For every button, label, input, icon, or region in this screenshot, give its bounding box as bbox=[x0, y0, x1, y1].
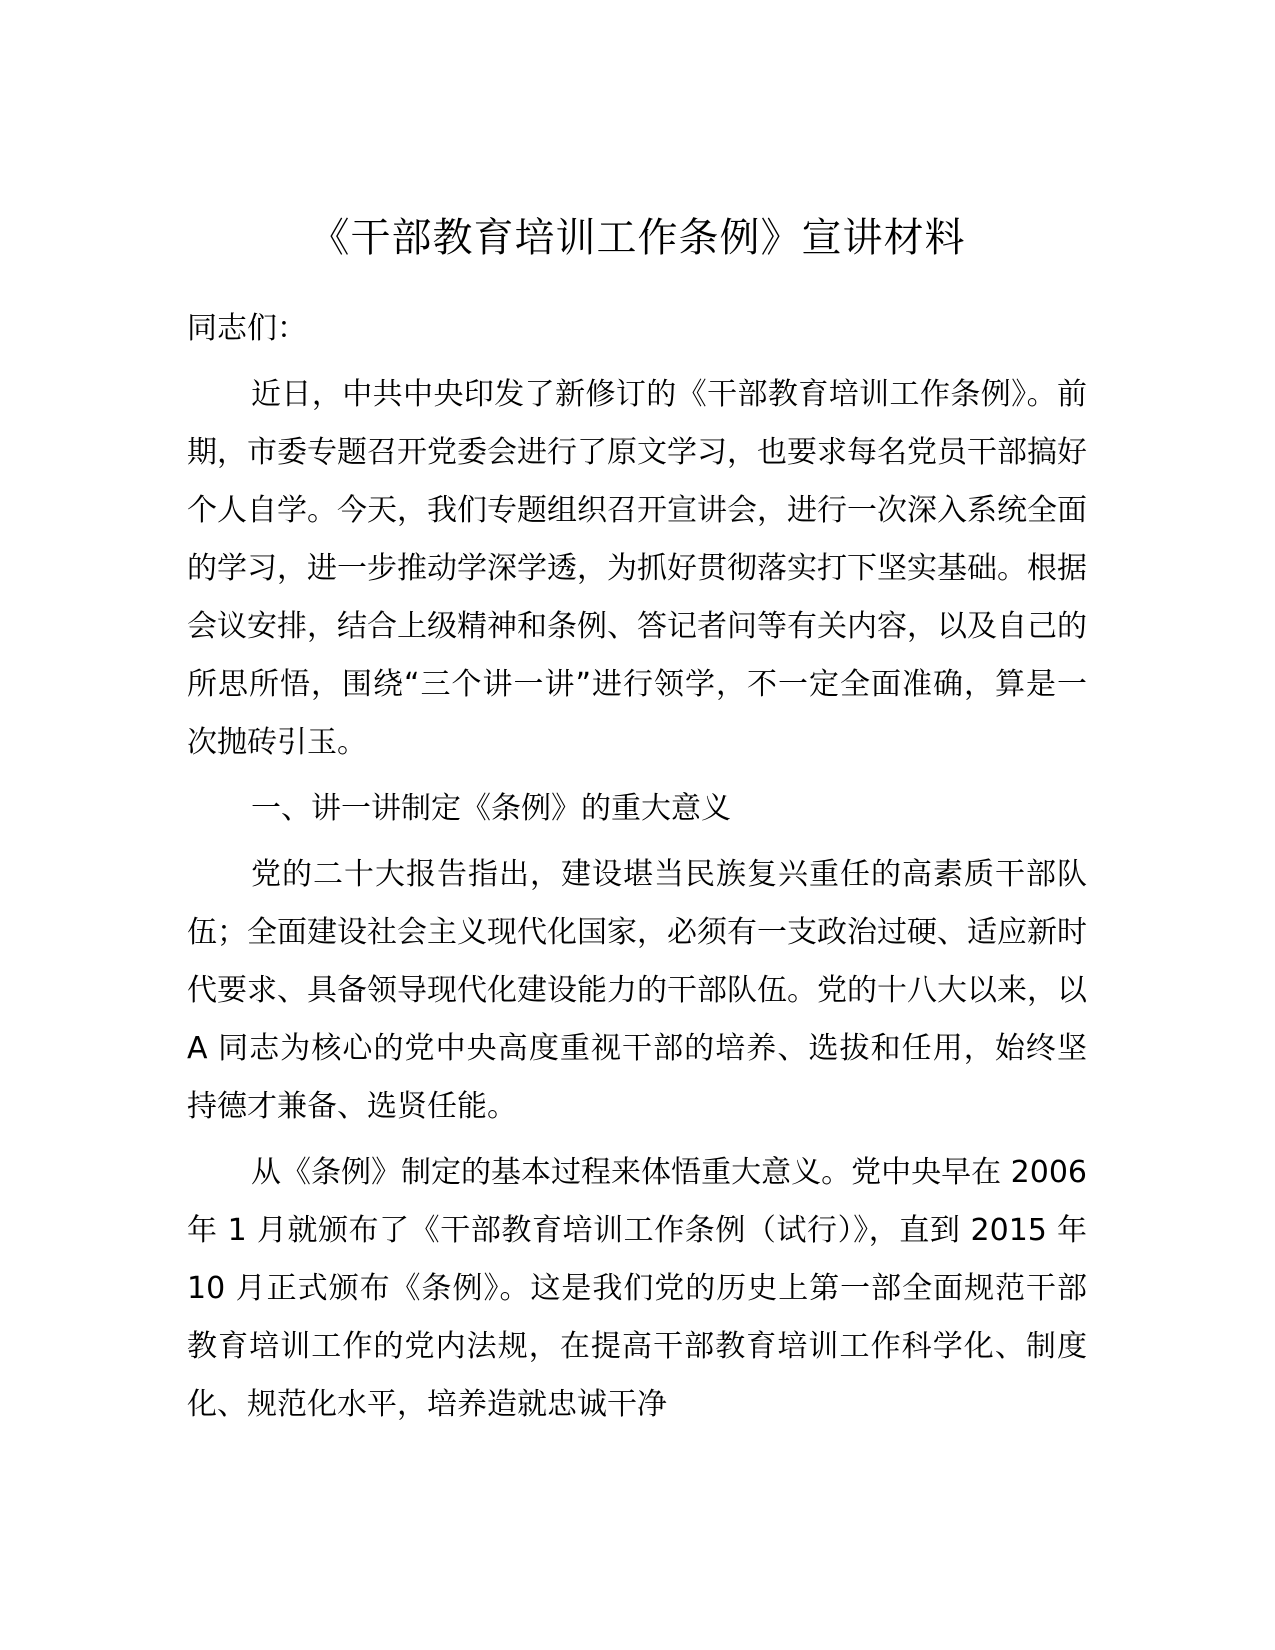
salutation: 同志们： bbox=[187, 311, 307, 346]
paragraph-intro: 近日，中共中央印发了新修订的《干部教育培训工作条例》。前期，市委专题召开党委会进行了原文学习，也要求每名党员干部搞好个人自学。今天，我们专题组织召开宣讲会，进行一次深入系统全面的学习，进一步推动学深学透，为抓好贯彻落实打下坚实基础。根据会议安排，结合上级精神和条例、答记者问等有关内容，以及自己的所思所悟，围绕“三个讲一讲”进行领学，不一定全面准确，算是一次抛砖引玉。 bbox=[187, 377, 1087, 760]
paragraph-report: 党的二十大报告指出，建设堪当民族复兴重任的高素质干部队伍；全面建设社会主义现代化国家，必须有一支政治过硬、适应新时代要求、具备领导现代化建设能力的干部队伍。党的十八大以来，以 A 同志为核心的党中央高度重视干部的培养、选拔和任用，始终坚持德才兼备、选贤任能。 bbox=[187, 857, 1087, 1124]
section-heading-1: 一、讲一讲制定《条例》的重大意义 bbox=[251, 791, 731, 826]
document-body bbox=[187, 300, 1087, 1442]
document-title: 《干部教育培训工作条例》宣讲材料 bbox=[309, 215, 966, 261]
paragraph-history: 从《条例》制定的基本过程来体悟重大意义。党中央早在 2006 年 1 月就颁布了《干部教育培训工作条例（试行）》，直到 2015 年 10 月正式颁布《条例》。这是我们党的历史上第一部全面规范干部教育培训工作的党内法规，在提高干部教育培训工作科学化、制度化、规范化水平，培养造就忠诚干净 bbox=[187, 1155, 1087, 1422]
